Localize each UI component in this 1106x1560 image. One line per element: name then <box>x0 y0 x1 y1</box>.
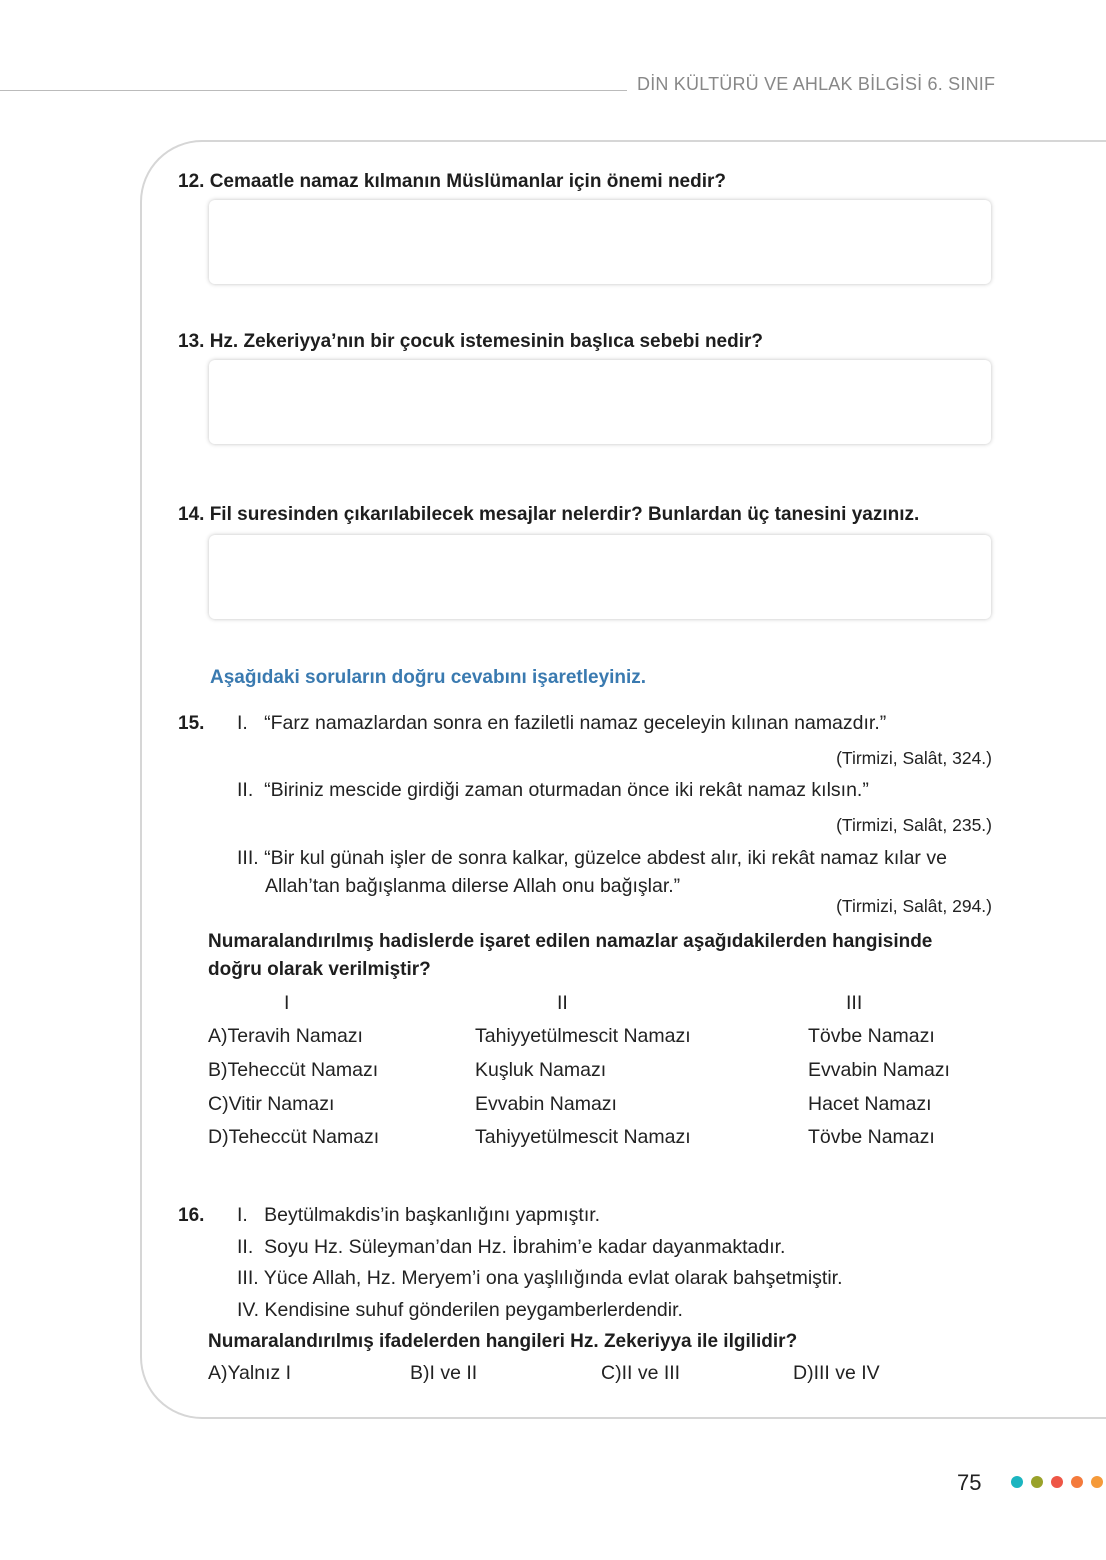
option-c3: Evvabin Namazı <box>808 1059 950 1081</box>
option-c2: Kuşluk Namazı <box>475 1059 607 1081</box>
option-letter: A) <box>208 1025 228 1047</box>
statement-3: III. Yüce Allah, Hz. Meryem’i ona yaşlılığında evlat olarak bahşetmiştir. <box>237 1267 843 1289</box>
question-15-number: 15. <box>178 713 205 734</box>
option-c3: Tövbe Namazı <box>808 1126 935 1148</box>
page-number: 75 <box>957 1470 982 1495</box>
col-header-3: III <box>846 992 863 1014</box>
header-rule <box>0 90 627 91</box>
question-12: 12. Cemaatle namaz kılmanın Müslümanlar için önemi nedir? <box>178 171 727 192</box>
option-c2: Tahiyyetülmescit Namazı <box>475 1126 691 1148</box>
q16-option-b[interactable]: B)I ve II <box>410 1362 478 1384</box>
col-header-1: I <box>284 992 290 1014</box>
statement-1: I. Beytülmakdis’in başkanlığını yapmıştır. <box>237 1204 601 1226</box>
hadith-3-source: (Tirmizi, Salât, 294.) <box>836 896 992 916</box>
answer-box-12[interactable] <box>209 200 991 284</box>
option-c1: Teheccüt Namazı <box>227 1059 379 1081</box>
option-c2: Tahiyyetülmescit Namazı <box>475 1025 691 1047</box>
decor-dot-1 <box>1011 1476 1023 1488</box>
q16-option-a[interactable]: A)Yalnız I <box>208 1362 292 1384</box>
option-c1: Teheccüt Namazı <box>228 1126 380 1148</box>
option-letter: C) <box>208 1093 229 1115</box>
question-14: 14. Fil suresinden çıkarılabilecek mesajlar nelerdir? Bunlardan üç tanesini yazınız. <box>178 504 920 525</box>
option-c3: Tövbe Namazı <box>808 1025 935 1047</box>
question-15-line2: doğru olarak verilmiştir? <box>208 959 431 980</box>
option-letter: D) <box>208 1126 229 1148</box>
q16-option-c[interactable]: C)II ve III <box>601 1362 681 1384</box>
answer-box-13[interactable] <box>209 360 991 444</box>
decor-dot-5 <box>1091 1476 1103 1488</box>
q16-option-d[interactable]: D)III ve IV <box>793 1362 880 1384</box>
question-16-number: 16. <box>178 1205 205 1226</box>
question-16: Numaralandırılmış ifadelerden hangileri Hz. Zekeriyya ile ilgilidir? <box>208 1331 798 1352</box>
instruction: Aşağıdaki soruların doğru cevabını işaretleyiniz. <box>210 667 647 688</box>
option-c3: Hacet Namazı <box>808 1093 932 1115</box>
decor-dot-4 <box>1071 1476 1083 1488</box>
hadith-1: I. “Farz namazlardan sonra en faziletli namaz geceleyin kılınan namazdır.” <box>237 712 887 734</box>
statement-4: IV. Kendisine suhuf gönderilen peygamberlerdendir. <box>237 1299 683 1321</box>
header-title: DİN KÜLTÜRÜ VE AHLAK BİLGİSİ 6. SINIF <box>637 74 996 94</box>
hadith-1-source: (Tirmizi, Salât, 324.) <box>836 748 992 768</box>
decor-dot-2 <box>1031 1476 1043 1488</box>
question-15-line1: Numaralandırılmış hadislerde işaret edilen namazlar aşağıdakilerden hangisinde <box>208 931 933 952</box>
option-c1: Teravih Namazı <box>227 1025 363 1047</box>
statement-2: II. Soyu Hz. Süleyman’dan Hz. İbrahim’e kadar dayanmaktadır. <box>237 1236 786 1258</box>
question-13: 13. Hz. Zekeriyya’nın bir çocuk istemesinin başlıca sebebi nedir? <box>178 331 764 352</box>
hadith-2: II. “Biriniz mescide girdiği zaman oturmadan önce iki rekât namaz kılsın.” <box>237 779 869 801</box>
decor-dot-3 <box>1051 1476 1063 1488</box>
col-header-2: II <box>557 992 568 1014</box>
answer-box-14[interactable] <box>209 535 991 619</box>
hadith-2-source: (Tirmizi, Salât, 235.) <box>836 815 992 835</box>
option-c1: Vitir Namazı <box>228 1093 335 1115</box>
hadith-3: III. “Bir kul günah işler de sonra kalkar, güzelce abdest alır, iki rekât namaz kılar ve <box>237 847 947 869</box>
option-c2: Evvabin Namazı <box>475 1093 617 1115</box>
hadith-3-cont: Allah’tan bağışlanma dilerse Allah onu bağışlar.” <box>265 875 681 897</box>
option-letter: B) <box>208 1059 228 1081</box>
